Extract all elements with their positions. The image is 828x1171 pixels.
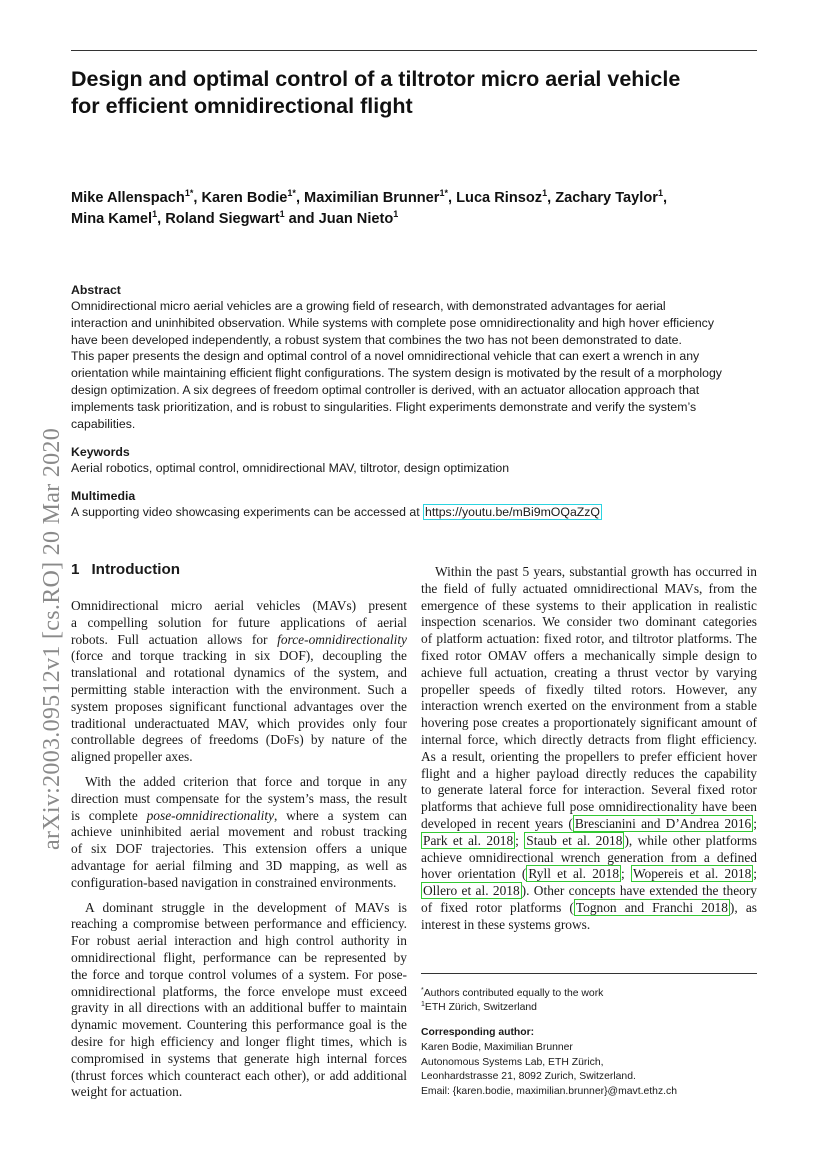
text-line: of six DOF trajectories. This extension offers a unique xyxy=(71,841,407,857)
text-line: weight for actuation. xyxy=(71,1084,183,1100)
text-span: robots. Full actuation allows for xyxy=(71,631,278,647)
text-line: omnidirectional platforms, the force envelope must exceed xyxy=(71,983,407,999)
arxiv-stamp xyxy=(14,330,64,850)
text-line: Park et al. 2018 ; Staub et al. 2018 ), while other platforms xyxy=(423,832,757,848)
text-line: configuration-based navigation in constrained environments. xyxy=(71,874,397,890)
text-span: ), as xyxy=(729,899,757,915)
text-line: As a result, orienting the propellers to prefer efficient hover xyxy=(421,748,757,764)
intro-paragraph-3 xyxy=(71,900,407,1102)
author-affil: 1 xyxy=(542,188,548,198)
abstract-line: capabilities. xyxy=(71,416,136,431)
multimedia-text xyxy=(71,504,761,521)
text-span: A dominant struggle in the development of MAVs is xyxy=(85,899,407,915)
text-line: the field of fully actuated omnidirectional MAVs, from the xyxy=(421,580,757,596)
text-line xyxy=(421,883,757,900)
text-line: propeller speeds of fixedly tilted rotors. However, any xyxy=(421,681,757,697)
footnote-mark: * xyxy=(421,987,424,994)
footnotes xyxy=(421,987,761,1014)
abstract-line: interaction and uninhibited observation. While systems with complete pose omnidirectionality and high hover efficiency xyxy=(71,315,714,330)
keywords-heading: Keywords xyxy=(71,445,130,459)
text-span: ; xyxy=(753,815,757,831)
citation-link[interactable]: Staub et al. 2018 xyxy=(526,832,623,848)
text-line: (force and torque tracking in six DOF), decoupling the xyxy=(71,648,407,664)
text-line: achieve uninhibited aerial movement and robust tracking xyxy=(71,824,407,840)
corresponding-email: Email: {karen.bodie, maximilian.brunner}@mavt.ethz.ch xyxy=(421,1086,678,1098)
keywords-section xyxy=(71,444,761,477)
section-heading-introduction xyxy=(71,560,407,580)
citation-link[interactable]: Park et al. 2018 xyxy=(423,832,514,848)
right-column xyxy=(421,564,757,942)
text-line: compromised in systems that generate high internal forces xyxy=(71,1050,407,1066)
text-line: a compelling solution for future applications of aerial xyxy=(71,614,407,630)
footnote-mark: 1 xyxy=(421,1000,425,1008)
text-span: , where a system can xyxy=(274,807,407,823)
corresponding-names: Karen Bodie, Maximilian Brunner xyxy=(421,1041,573,1053)
text-line xyxy=(71,808,407,825)
author-affil: 1 xyxy=(657,188,663,198)
footnote-equal-contribution xyxy=(421,987,761,1001)
title-line-1: Design and optimal control of a tiltrotor micro aerial vehicle xyxy=(71,67,681,91)
corresponding-lab: Autonomous Systems Lab, ETH Zürich, xyxy=(421,1056,604,1068)
text-line: flight and a higher payload directly reduces the capability xyxy=(421,765,757,781)
text-line: controllable degrees of freedoms (DoFs) by nature of the xyxy=(71,732,407,748)
text-line: interaction wrench exerted on the environment from a stable xyxy=(421,698,757,714)
text-line: traditional underactuated MAV, which provides only four xyxy=(71,715,407,731)
text-line: system proposes significant functional advantages over the xyxy=(71,698,407,714)
text-line xyxy=(421,564,757,581)
intro-paragraph-2 xyxy=(71,774,407,892)
text-line: interest in these systems grows. xyxy=(421,916,591,932)
text-span: ). Other concepts have extended the theory xyxy=(521,883,757,899)
text-line: For robust aerial interaction and high control authority in xyxy=(71,933,407,949)
abstract-line: orientation while maintaining efficient flight configurations. The system design is motivated by the result of a morphology xyxy=(71,366,722,381)
text-line xyxy=(421,900,757,917)
abstract-line: design optimization. A six degrees of freedom optimal controller is derived, with an actuator allocation approach that xyxy=(71,382,700,397)
author-affil: 1 xyxy=(152,209,158,219)
multimedia-sentence: A supporting video showcasing experiments can be accessed at xyxy=(71,505,420,519)
author-name: Luca Rinsoz xyxy=(456,190,543,206)
citation-link[interactable]: Tognon and Franchi 2018 xyxy=(575,899,728,915)
text-span: is complete xyxy=(71,807,147,823)
text-line: platforms that achieve full pose omnidirectionality have been xyxy=(421,799,757,815)
text-line: the force and torque control volumes of a system. For pose- xyxy=(71,966,407,982)
authors-line-2: Mina Kamel$^1$, Roland Siegwart$^1$ and Juan Nieto$^1$ xyxy=(71,209,399,227)
text-line: gravity in all directions with an additional buffer to maintain xyxy=(71,1000,407,1016)
text-line: of platform actuation: fixed rotor, and tiltrotor platforms. The xyxy=(421,631,757,647)
text-line: achieve omnidirectional wrench generation from a defined xyxy=(421,849,757,865)
section-number: 1 xyxy=(71,561,80,578)
keywords-text: Aerial robotics, optimal control, omnidirectional MAV, tiltrotor, design optimization xyxy=(71,461,510,475)
author-name: Mike Allenspach xyxy=(71,190,185,206)
author-affil: 1 xyxy=(279,209,285,219)
corresponding-author xyxy=(421,1026,761,1100)
multimedia-heading: Multimedia xyxy=(71,489,136,503)
text-span: ), while other platforms xyxy=(624,832,757,848)
title-line-2: for efficient omnidirectional flight xyxy=(71,94,413,118)
text-line: advantage for aerial filming and 3D mapping, as well as xyxy=(71,857,407,873)
author-name: Mina Kamel xyxy=(71,211,153,227)
citation-link[interactable]: Ollero et al. 2018 xyxy=(423,883,520,899)
intro-paragraph-4 xyxy=(421,564,757,934)
citation-link[interactable]: Brescianini and D’Andrea 2016 xyxy=(574,815,752,831)
citation-link[interactable]: Wopereis et al. 2018 xyxy=(632,866,752,882)
text-line: emergence of these systems to their application in realistic xyxy=(421,597,757,613)
text-line xyxy=(71,632,407,649)
author-affil: 1 xyxy=(393,209,399,219)
emphasis-text: pose-omnidirectionality xyxy=(146,807,275,823)
author-name: Karen Bodie xyxy=(201,190,288,206)
text-line: hovering pose creates a proportionately significant amount of xyxy=(421,715,757,731)
text-line: achieve full actuation, creating a thrust vector by varying xyxy=(421,664,757,680)
abstract-line: This paper presents the design and optimal control of a novel omnidirectional vehicle that can exert a wrench in any xyxy=(71,349,700,364)
abstract-section xyxy=(71,282,761,432)
abstract-line: Omnidirectional micro aerial vehicles are a growing field of research, with demonstrated advantages for aerial xyxy=(71,299,666,313)
video-link[interactable]: https://youtu.be/mBi9mOQaZzQ xyxy=(425,505,601,519)
footnote-rule xyxy=(421,973,757,974)
text-line: dynamic movement. Countering this performance goal is the xyxy=(71,1017,407,1033)
text-line: desire for high efficiency and longer flight times, which is xyxy=(71,1033,407,1049)
text-line xyxy=(71,900,407,917)
emphasis-text: force-omnidirectionality xyxy=(277,631,407,647)
text-span: Within the past 5 years, substantial growth has occurred in xyxy=(435,564,757,579)
left-column xyxy=(71,560,407,1109)
text-line: (thrust forces which counteract each other), or add additional xyxy=(71,1067,407,1083)
arxiv-stamp-text: arXiv:2003.09512v1 [cs.RO] 20 Mar 2020 xyxy=(39,427,65,850)
text-line: inspection scenarios. We consider two dominant categories xyxy=(421,614,757,630)
text-line: omnidirectional flight, performance can be represented by xyxy=(71,949,407,965)
author-affil: 1* xyxy=(439,188,448,198)
text-line xyxy=(421,816,757,833)
abstract-heading: Abstract xyxy=(71,283,121,297)
text-span: With the added criterion that force and torque in any xyxy=(85,773,407,789)
author-name: Juan Nieto xyxy=(318,211,394,227)
author-name: Maximilian Brunner xyxy=(304,190,440,206)
footnote-text: Authors contributed equally to the work xyxy=(423,988,604,999)
citation-link[interactable]: Ryll et al. 2018 xyxy=(528,866,620,882)
author-conjunction: and xyxy=(288,211,315,227)
author-name: Roland Siegwart xyxy=(165,211,280,227)
text-line: hover orientation ( Ryll et al. 2018 ; Wopereis et al. 2018 ; xyxy=(421,866,758,882)
header-rule xyxy=(71,50,757,51)
author-list xyxy=(71,188,771,230)
authors-line-1: Mike Allenspach$^{1*}$, Karen Bodie$^{1*}$, Maximilian Brunner$^{1*}$, Luca Rinsoz$^1$, Zachary Taylor$^1$, xyxy=(71,188,668,206)
text-line xyxy=(71,774,407,791)
text-span: developed in recent years ( xyxy=(421,815,573,831)
text-line: to generate lateral force for interaction. Several fixed rotor xyxy=(421,782,757,798)
abstract-line: implements task prioritization, and is robust to singularities. Flight experiments demonstrate and verify the system’s xyxy=(71,399,697,414)
text-line: internal force, which directly detracts from flight efficiency. xyxy=(421,731,757,747)
corresponding-address: Leonhardstrasse 21, 8092 Zurich, Switzerland. xyxy=(421,1071,636,1083)
text-line: aligned propeller axes. xyxy=(71,749,193,765)
text-span: hover orientation ( xyxy=(421,866,527,882)
text-line: permitting stable interaction with the environment. Such a xyxy=(71,681,407,697)
section-title: Introduction xyxy=(91,561,181,578)
text-line: translational and rotational dynamics of the system, and xyxy=(71,665,407,681)
footnote-affiliation xyxy=(421,1001,761,1015)
multimedia-section xyxy=(71,488,761,521)
text-line: fixed rotor OMAV offers a mechanically simple design to xyxy=(421,647,757,663)
intro-paragraph-1 xyxy=(71,598,407,766)
author-affil: 1* xyxy=(184,188,194,198)
footnote-text: ETH Zürich, Switzerland xyxy=(424,1001,537,1013)
abstract-text xyxy=(71,298,761,432)
author-name: Zachary Taylor xyxy=(555,190,658,206)
text-line: direction must compensate for the system’s mass, the result xyxy=(71,790,407,806)
abstract-line: have been developed independently, a robust system that combines the two has not been demonstrated to date. xyxy=(71,332,682,347)
corresponding-heading: Corresponding author: xyxy=(421,1027,535,1038)
paper-title xyxy=(71,66,771,120)
author-affil: 1* xyxy=(287,188,296,198)
text-line: reaching a compromise between performance and efficiency. xyxy=(71,916,407,932)
text-span: of fixed rotor platforms ( xyxy=(421,899,574,915)
text-line: Omnidirectional micro aerial vehicles (MAVs) present xyxy=(71,598,407,613)
